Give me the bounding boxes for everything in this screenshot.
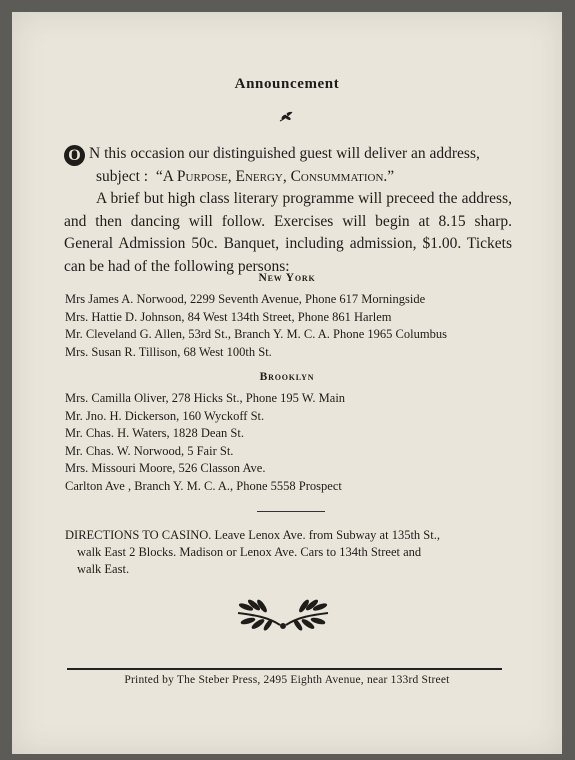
list-item: Mr. Cleveland G. Allen, 53rd St., Branch Y. M. C. A. Phone 1965 Columbus: [65, 327, 447, 341]
leaf-ornament-icon: [278, 110, 294, 124]
directions-line: DIRECTIONS TO CASINO. Leave Lenox Ave. from Subway at 135th St.,: [65, 528, 440, 542]
new-york-list: [65, 291, 535, 361]
brooklyn-list: [65, 390, 535, 495]
list-item: Mrs. Camilla Oliver, 278 Hicks St., Phone 195 W. Main: [65, 391, 346, 405]
new-york-heading: New York: [258, 272, 316, 284]
intro-text: [64, 143, 512, 278]
list-item: Mrs James A. Norwood, 2299 Seventh Avenue, Phone 617 Morningside: [65, 292, 426, 306]
printer-credit: Printed by The Steber Press, 2495 Eighth Avenue, near 133rd Street: [124, 674, 450, 686]
page-title: Announcement: [234, 76, 340, 92]
directions-text: [65, 527, 510, 578]
list-item: Carlton Ave , Branch Y. M. C. A., Phone 5558 Prospect: [65, 478, 342, 493]
intro-line1: N this occasion our distinguished guest will deliver an address,: [89, 145, 480, 162]
directions-line: walk East.: [77, 562, 130, 576]
section-divider: [257, 511, 325, 512]
subject-title: “A Purpose, Energy, Consummation.”: [155, 167, 395, 185]
list-item: Mr. Chas. H. Waters, 1828 Dean St.: [65, 426, 244, 440]
list-item: Mrs. Missouri Moore, 526 Classon Ave.: [65, 461, 266, 475]
list-item: Mr. Chas. W. Norwood, 5 Fair St.: [65, 443, 234, 458]
drop-cap: O: [64, 145, 85, 166]
subject-label: subject :: [96, 167, 149, 185]
list-item: Mrs. Susan R. Tillison, 68 West 100th St.: [65, 344, 272, 359]
subject-line: [64, 166, 512, 189]
intro-paragraph: A brief but high class literary programme will preceed the address, and then dancing will follow. Exercises will begin at 8.15 sharp. General Admission 50c. Banquet, including admission, $1.00. Tickets can be had of the following persons:: [64, 190, 512, 275]
brooklyn-heading: Brooklyn: [259, 371, 315, 383]
wheat-sprig-ornament-icon: [234, 595, 332, 631]
announcement-page: [12, 12, 562, 754]
directions-line: walk East 2 Blocks. Madison or Lenox Ave. Cars to 134th Street and: [77, 545, 422, 559]
list-item: Mrs. Hattie D. Johnson, 84 West 134th Street, Phone 861 Harlem: [65, 309, 392, 324]
list-item: Mr. Jno. H. Dickerson, 160 Wyckoff St.: [65, 408, 265, 423]
footer-rule: [67, 668, 502, 670]
